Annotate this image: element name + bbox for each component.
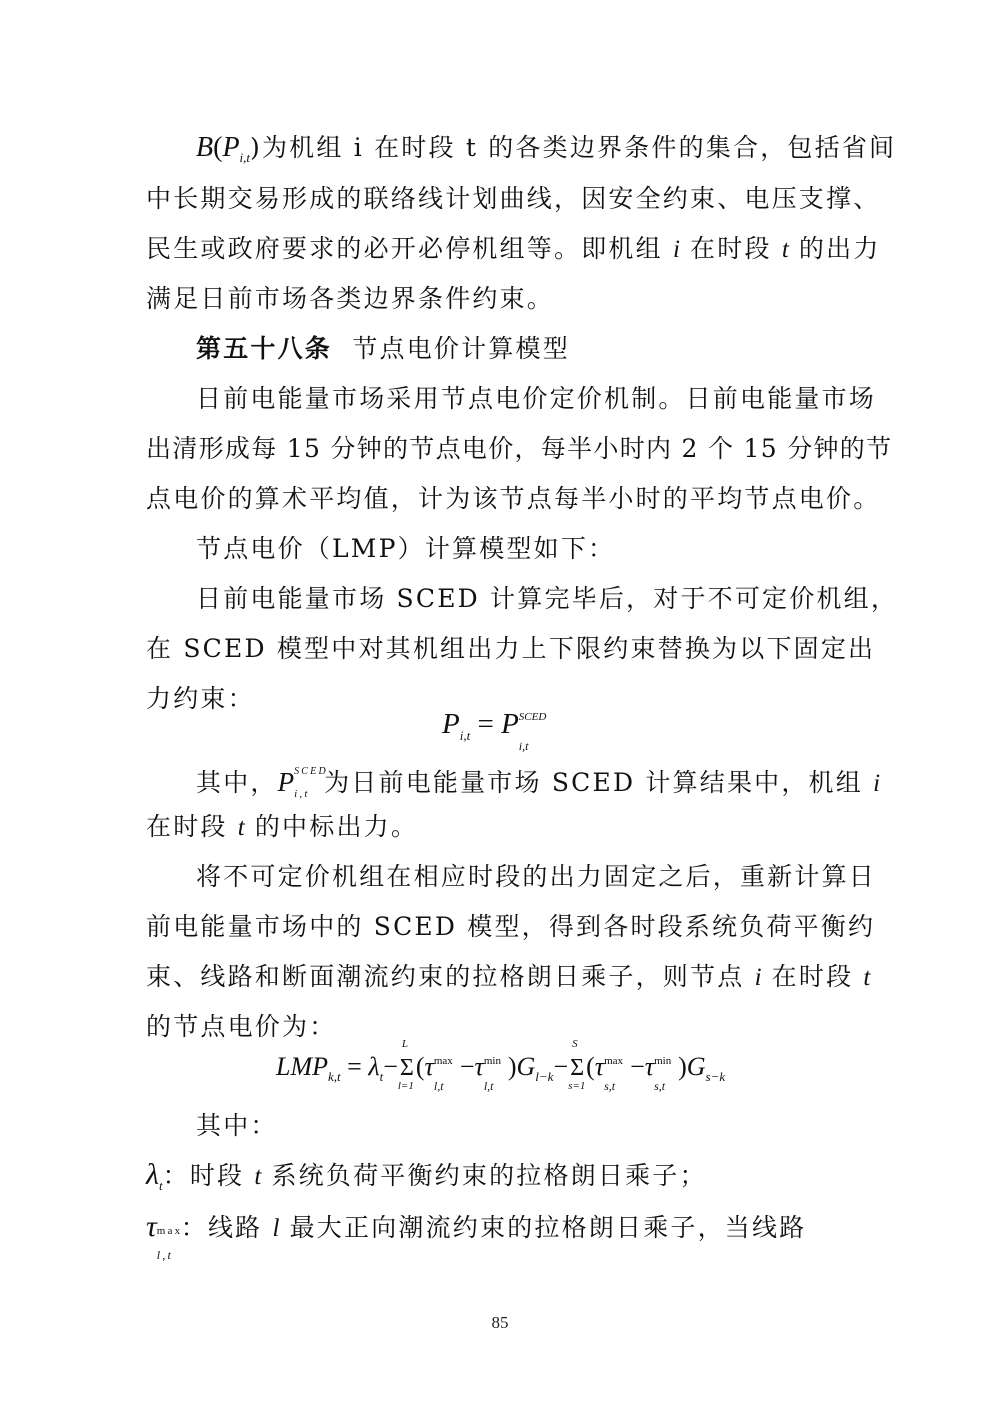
paragraph-1-line-2: 中长期交易形成的联络线计划曲线，因安全约束、电压支撑、 [146, 184, 881, 213]
paragraph-6-line-1: 将不可定价机组在相应时段的出力固定之后，重新计算日 [196, 862, 877, 891]
var-i: i [672, 236, 680, 263]
paragraph-6-line-3: 束、线路和断面潮流约束的拉格朗日乘子，则节点 i 在时段 t [146, 962, 871, 991]
paragraph-1-line-1: $B(P_{i,t})$为机组 i 在时段 t 的各类边界条件的集合，包括省间 [196, 132, 897, 165]
paragraph-5-line-1: 其中，P SCED i,t 为日前电能量市场 SCED 计算结果中，机组 i [196, 766, 881, 800]
paragraph-5-line-2: 在时段 t 的中标出力。 [146, 812, 419, 841]
page-number: 85 [491, 1313, 509, 1332]
paragraph-1-line-4: 满足日前市场各类边界条件约束。 [146, 284, 555, 313]
article-title: 节点电价计算模型 [352, 334, 570, 363]
paragraph-4-line-1: 日前电能量市场 SCED 计算完毕后，对于不可定价机组， [196, 584, 899, 613]
definition-lambda: $\lambda_t$：时段 t 系统负荷平衡约束的拉格朗日乘子； [146, 1158, 707, 1193]
paragraph-4-line-3: 力约束： [146, 684, 255, 713]
paragraph-2-line-3: 点电价的算术平均值，计为该节点每半小时的平均节点电价。 [146, 484, 881, 513]
equation-fixed-output: $P_{i,t} = P$ SCED i,t [442, 708, 547, 753]
definition-tau-max: τ max l,t ：线路 l 最大正向潮流约束的拉格朗日乘子，当线路 [146, 1210, 807, 1262]
var-t: t [781, 236, 789, 263]
paragraph-6-line-2: 前电能量市场中的 SCED 模型，得到各时段系统负荷平衡约 [146, 912, 876, 941]
paragraph-7: 其中： [196, 1111, 278, 1140]
paragraph-1-line-3: 民生或政府要求的必开必停机组等。即机组 i 在时段 t 的出力 [146, 234, 881, 263]
article-number: 第五十八条 [196, 334, 333, 363]
paragraph-4-line-2: 在 SCED 模型中对其机组出力上下限约束替换为以下固定出 [146, 634, 876, 663]
paragraph-2-line-1: 日前电能量市场采用节点电价定价机制。日前电能量市场 [196, 384, 877, 413]
paragraph-2-line-2: 出清形成每 15 分钟的节点电价，每半小时内 2 个 15 分钟的节 [146, 434, 893, 463]
equation-lmp: $LMP_{k,t} = \lambda_t-$ L Σ l=1 (τ max l,t −τ min l,t )$G_{l-k}-$ S Σ s=1 (τ max s,t −τ min s,t )$G_{s-k}$ [276, 1038, 726, 1093]
article-heading [196, 334, 858, 364]
paragraph-3: 节点电价（LMP）计算模型如下： [196, 534, 616, 563]
paragraph-6-line-4: 的节点电价为： [146, 1012, 337, 1041]
